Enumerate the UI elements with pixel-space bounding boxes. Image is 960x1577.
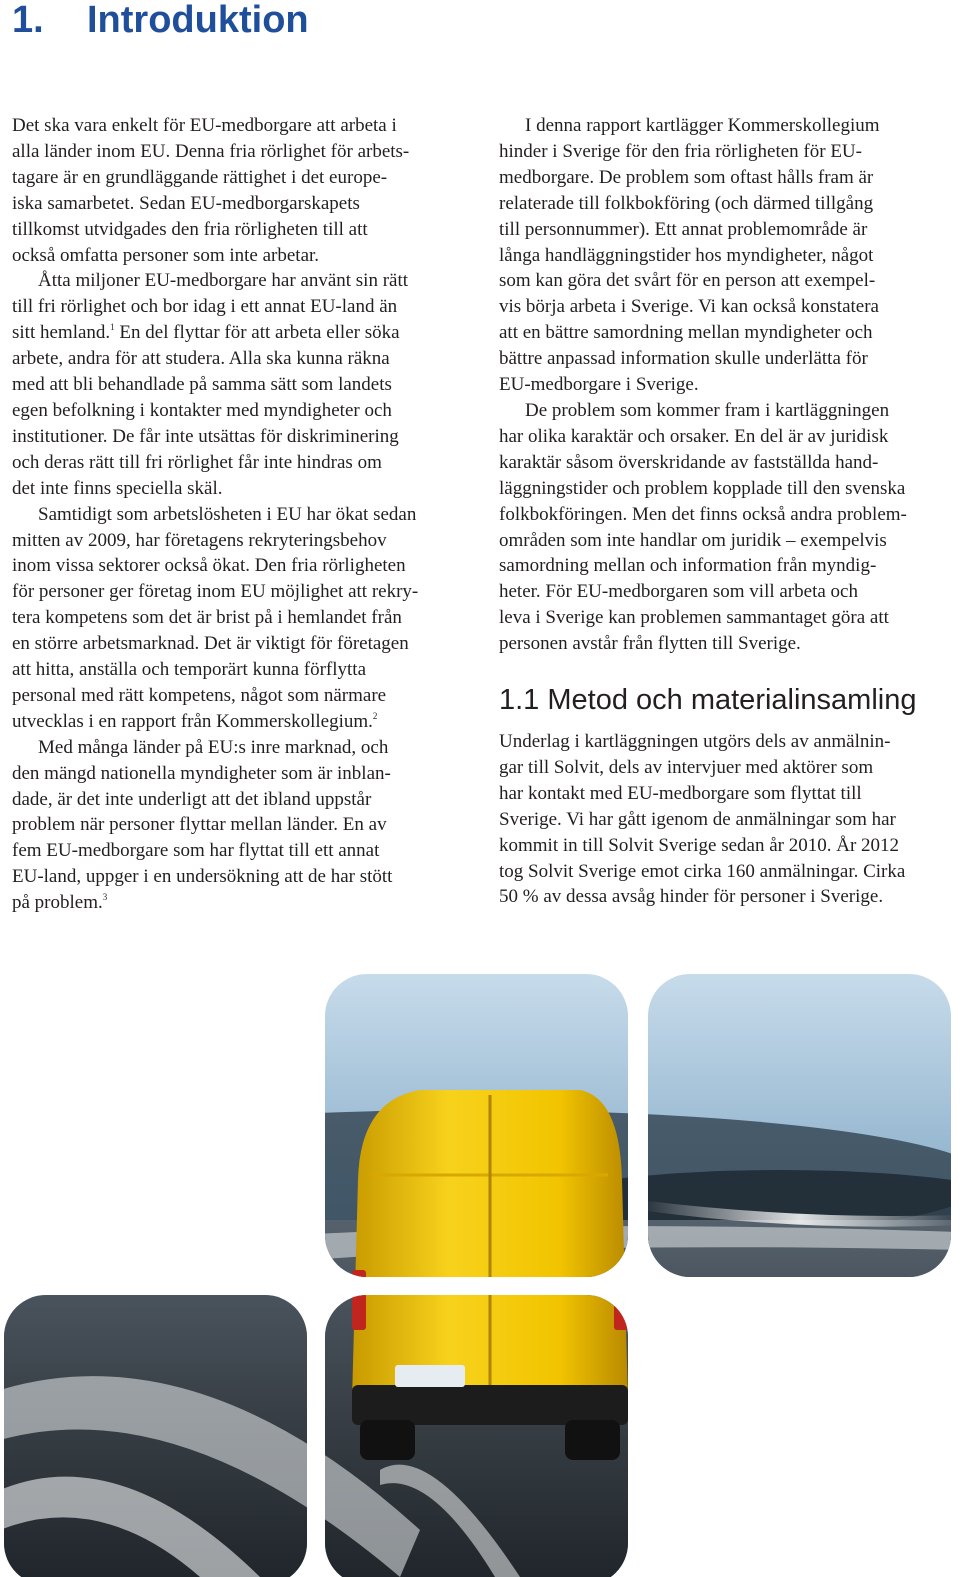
- van-photo-graphic: [0, 970, 960, 1577]
- left-column: [12, 113, 474, 916]
- page-heading: [12, 0, 309, 44]
- heading-number: 1.: [12, 0, 44, 41]
- right-column: [499, 113, 952, 910]
- paragraph: Det ska vara enkelt för EU-medborgare att arbeta i alla länder inom EU. Denna fria rörlighet för arbets- tagare är en grundläggande rättighet i det europe- iska samarbetet. Sedan EU-medborgarskapets tillkomst utvidgades den fria rörligheten till att också omfatta personer som inte arbetar.: [12, 115, 410, 266]
- paragraph: I denna rapport kartlägger Kommerskollegium hinder i Sverige för den fria rörligheten för EU- medborgare. De problem som oftast hålls fram är relaterade till folkbokföring (och därmed tillgång till personnummer). Ett annat problemområde är långa handläggningstider hos myndigheter, något som kan göra det svårt för en person att exempel- vis börja arbeta i Sverige. Vi kan också konstatera att en bättre samordning mellan myndigheter och bättre anpassad information skulle underlätta för EU-medborgare i Sverige.: [499, 115, 880, 396]
- section-heading: 1.1 Metod och materialinsamling: [499, 684, 917, 717]
- footnote-marker[interactable]: 2: [372, 710, 378, 721]
- van-photo: [0, 970, 960, 1577]
- paragraph: [12, 735, 474, 916]
- paragraph: De problem som kommer fram i kartläggningen har olika karaktär och orsaker. En del är av juridisk karaktär såsom överskridande av fastställda hand- läggningstider och problem kopplade till den svenska folkbokföringen. Men det finns också andra problem- områden som inte handlar om juridik – exempelvis samordning mellan och information från myndig- heter. För EU-medborgaren som vill arbeta och leva i Sverige kan problemen sammantaget göra att personen avstår från flytten till Sverige.: [499, 399, 907, 655]
- paragraph-text: Samtidigt som arbetslösheten i EU har ökat sedan mitten av 2009, har företagens rekryteringsbehov inom vissa sektorer också ökat. Den fria rörligheten för personer ger företag inom EU möjlighet att rekry- tera kompetens som det är brist på i hemlandet från en större arbetsmarknad. Det är viktigt för företagen att hitta, anställa och temporärt kunna förflytta personal med rätt kompetens, något som närmare utvecklas i en rapport från Kommerskollegium.: [12, 503, 419, 732]
- paragraph: [12, 502, 474, 735]
- paragraph-text: Med många länder på EU:s inre marknad, och den mängd nationella myndigheter som är inblan- dade, är det inte underligt att det ibland uppstår problem när personer flyttar mellan länder. En av fem EU-medborgare som har flyttat till ett annat EU-land, uppger i en undersökning att de har stött på problem.: [12, 736, 393, 914]
- heading-title: Introduktion: [87, 0, 309, 41]
- paragraph-text: Åtta miljoner EU-medborgare har använt sin rätt till fri rörlighet och bor idag i ett annat EU-land än sitt hemland.: [12, 270, 409, 344]
- paragraph: [12, 268, 474, 501]
- paragraph: Underlag i kartläggningen utgörs dels av anmälnin- gar till Solvit, dels av intervjuer med aktörer som har kontakt med EU-medborgare som flyttat till Sverige. Vi har gått igenom de anmälningar som har kommit in till Solvit Sverige sedan år 2010. År 2012 tog Solvit Sverige emot cirka 160 anmälningar. Cirka 50 % av dessa avsåg hinder för personer i Sverige.: [499, 731, 906, 908]
- paragraph-text: En del flyttar för att arbeta eller söka arbete, andra för att studera. Alla ska kunna räkna med att bli behandlade på samma sätt som landets egen befolkning i kontakter med myndigheter och institutioner. De får inte utsättas för diskriminering och deras rätt till fri rörlighet får inte hindras om det inte finns speciella skäl.: [12, 322, 400, 499]
- van-icon: [352, 1090, 628, 1460]
- footnote-marker[interactable]: 3: [102, 892, 108, 903]
- footnote-marker[interactable]: 1: [110, 322, 115, 333]
